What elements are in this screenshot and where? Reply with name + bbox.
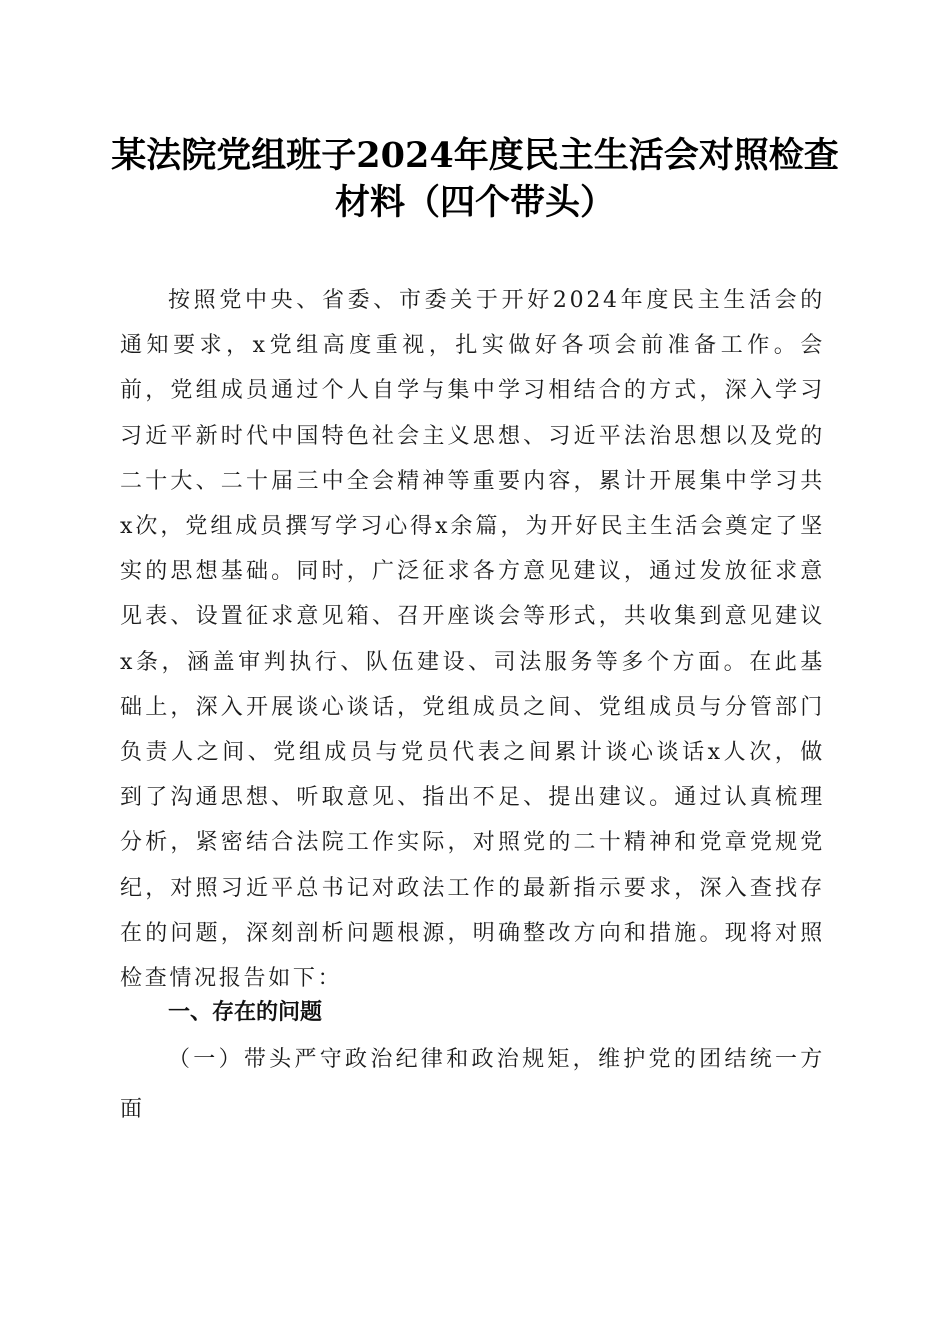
subsection-heading-discipline: （一）带头严守政治纪律和政治规矩，维护党的团结统一方面 (120, 1047, 825, 1122)
intro-paragraph: 按照党中央、省委、市委关于开好2024年度民主生活会的通知要求，x党组高度重视，扎实做好各项会前准备工作。会前，党组成员通过个人自学与集中学习相结合的方式，深入学习习近平新时代中国特色社会主义思想、习近平法治思想以及党的二十大、二十届三中全会精神等重要内容，累计开展集中学习共x次，党组成员撰写学习心得x余篇，为开好民主生活会奠定了坚实的思想基础。同时，广泛征求各方意见建议，通过发放征求意见表、设置征求意见箱、召开座谈会等形式，共收集到意见建议x条，涵盖审判执行、队伍建设、司法服务等多个方面。在此基础上，深入开展谈心谈话，党组成员之间、党组成员与分管部门负责人之间、党组成员与党员代表之间累计谈心谈话x人次，做到了沟通思想、听取意见、指出不足、提出建议。通过认真梳理分析，紧密结合法院工作实际，对照党的二十精神和党章党规党纪，对照习近平总书记对政法工作的最新指示要求，深入查找存在的问题，深刻剖析问题根源，明确整改方向和措施。现将对照检查情况报告如下： (120, 288, 825, 992)
document-title: 某法院党组班子2024年度民主生活会对照检查材料（四个带头） (111, 135, 839, 223)
section-heading-problems: 一、存在的问题 (168, 1000, 323, 1025)
